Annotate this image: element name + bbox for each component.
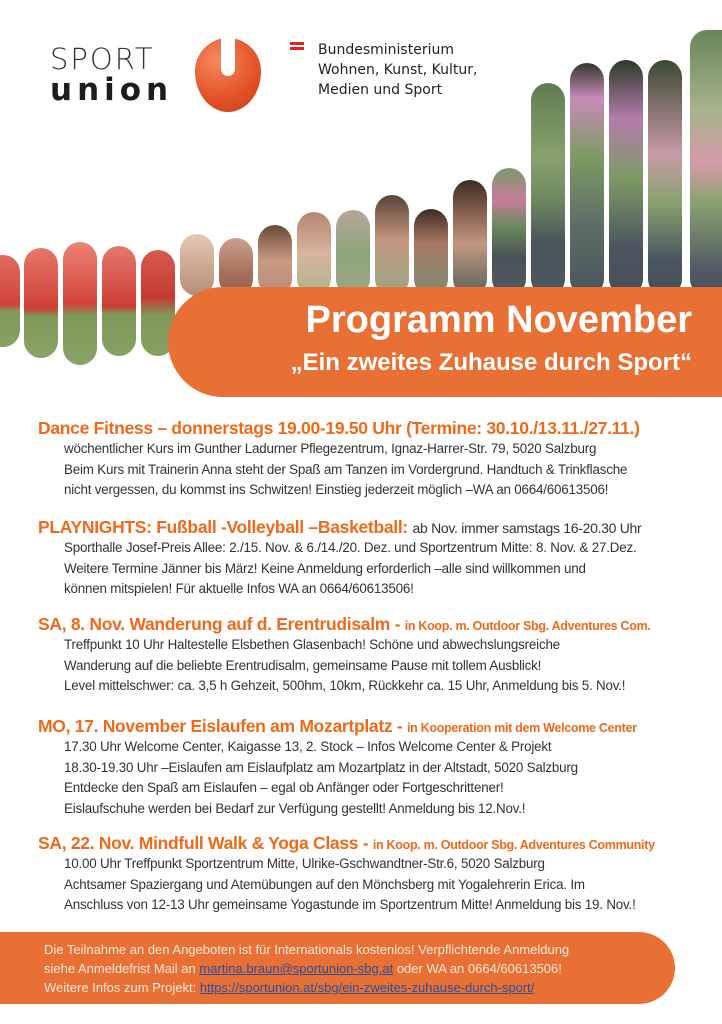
photo-strip [24,248,58,358]
ministry-line-3: Medien und Sport [318,82,443,98]
footer-line-3 [44,978,569,997]
footer-text: Weitere Infos zum Projekt: [44,980,200,995]
event-heading-cooperation: in Koop. m. Outdoor Sbg. Adventures Community [372,838,655,852]
event-heading [38,517,718,538]
event-eislaufen [38,716,718,819]
logo-text-union: union [50,72,174,108]
event-heading-schedule: ab Nov. immer samstags 16-20.30 Uhr [412,520,642,536]
event-line: Beim Kurs mit Trainerin Anna steht der Spaß am Tanzen im Vordergrund. Handtuch & Trinkflasche [64,461,628,477]
event-heading-text: PLAYNIGHTS: Fußball -Volleyball –Basketball: [38,517,408,537]
event-heading-text: MO, 17. November Eislaufen am Mozartplatz - [38,716,403,736]
photo-strip [102,246,136,356]
page-subtitle: „Ein zweites Zuhause durch Sport“ [290,349,692,376]
footer-banner [0,932,675,1004]
photo-strip [63,242,97,365]
event-wanderung [38,614,718,697]
footer-text: oder WA an 0664/60613506! [393,961,562,976]
page-title: Programm November [305,299,692,341]
photo-strip [414,209,448,296]
event-line: 17.30 Uhr Welcome Center, Kaigasse 13, 2. Stock – Infos Welcome Center & Projekt [64,739,552,754]
ministry-line-1: Bundesministerium [318,42,454,58]
photo-strip [690,30,722,296]
event-heading-text: SA, 22. Nov. Mindfull Walk & Yoga Class - [38,833,369,853]
photo-strip [336,210,370,296]
event-heading-cooperation: in Koop. m. Outdoor Sbg. Adventures Com. [404,619,651,633]
event-line: 18.30-19.30 Uhr –Eislaufen am Eislaufplatz am Mozartplatz in der Altstadt, 5020 Salzburg [64,759,578,775]
event-line: können mitspielen! Für aktuelle Infos WA an 0664/60613506! [64,581,414,596]
logo-text-sport: SPORT [50,42,155,76]
ministry-line-2: Wohnen, Kunst, Kultur, [318,62,478,78]
event-line: Wanderung auf die beliebte Erentrudisalm, gemeinsame Pause mit tollem Ausblick! [64,657,542,673]
event-line: Entdecke den Spaß am Eislaufen – egal ob Anfänger oder Fortgeschrittener! [64,780,504,795]
footer-line-1: Die Teilnahme an den Angeboten ist für Internationals kostenlos! Verpflichtende Anmeldung [44,942,570,957]
event-line: Sporthalle Josef-Preis Allee: 2./15. Nov. & 6./14./20. Dez. und Sportzentrum Mitte: 8. Nov. & 27.Dez. [64,540,637,555]
event-heading [38,614,718,635]
event-line: Anschluss von 12-13 Uhr gemeinsame Yogastunde im Sportzentrum Mitte! Anmeldung bis 19. Nov.! [64,897,636,912]
footer-text: siehe Anmeldefrist Mail an [44,961,200,976]
photo-strip [570,63,604,296]
event-line: Weitere Termine Jänner bis März! Keine Anmeldung erforderlich –alle sind willkommen und [64,560,586,576]
event-line: nicht vergessen, du kommst ins Schwitzen! Einstieg jederzeit möglich –WA an 0664/60613506! [64,482,609,497]
event-line: Eislaufschuhe werden bei Bedarf zur Verfügung gestellt! Anmeldung bis 12.Nov.! [64,800,526,816]
event-heading-cooperation: in Kooperation mit dem Welcome Center [406,721,637,735]
photo-strip [297,212,331,296]
event-line: Treffpunkt 10 Uhr Haltestelle Elsbethen Glasenbach! Schöne und abwechslungsreiche [64,637,560,652]
project-url-link[interactable]: https://sportunion.at/sbg/ein-zweites-zuhause-durch-sport/ [199,980,535,995]
photo-strip [492,168,526,296]
photo-strip [609,60,643,296]
photo-strip [375,195,409,296]
event-yoga [38,833,718,916]
photo-strip [180,234,214,296]
event-dance-fitness [38,418,718,501]
event-heading [38,833,718,854]
photo-strip [453,180,487,296]
email-link[interactable]: martina.braun@sportunion-sbg.at [199,961,394,976]
photo-strip [531,83,565,296]
event-line: wöchentlicher Kurs im Gunther Ladurner Pflegezentrum, Ignaz-Harrer-Str. 79, 5020 Salzburg [64,441,597,456]
event-heading [38,716,718,737]
photo-strip [0,255,20,347]
event-playnights [38,517,718,600]
photo-strip [648,60,682,296]
event-heading: Dance Fitness – donnerstags 19.00-19.50 Uhr (Termine: 30.10./13.11./27.11.) [38,418,640,438]
footer-line-2 [44,959,569,978]
event-line: Achtsamer Spaziergang und Atemübungen auf den Mönchsberg mit Yogalehrerin Erica. Im [64,876,585,892]
event-heading-text: SA, 8. Nov. Wanderung auf d. Erentrudisalm - [38,614,401,634]
photo-strip [258,225,292,296]
title-banner [168,287,722,397]
event-line: Level mittelschwer: ca. 3,5 h Gehzeit, 500hm, 10km, Rückkehr ca. 15 Uhr, Anmeldung bis 5. Nov.! [64,678,626,693]
event-line: 10.00 Uhr Treffpunkt Sportzentrum Mitte, Ulrike-Gschwandtner-Str.6, 5020 Salzburg [64,856,545,871]
